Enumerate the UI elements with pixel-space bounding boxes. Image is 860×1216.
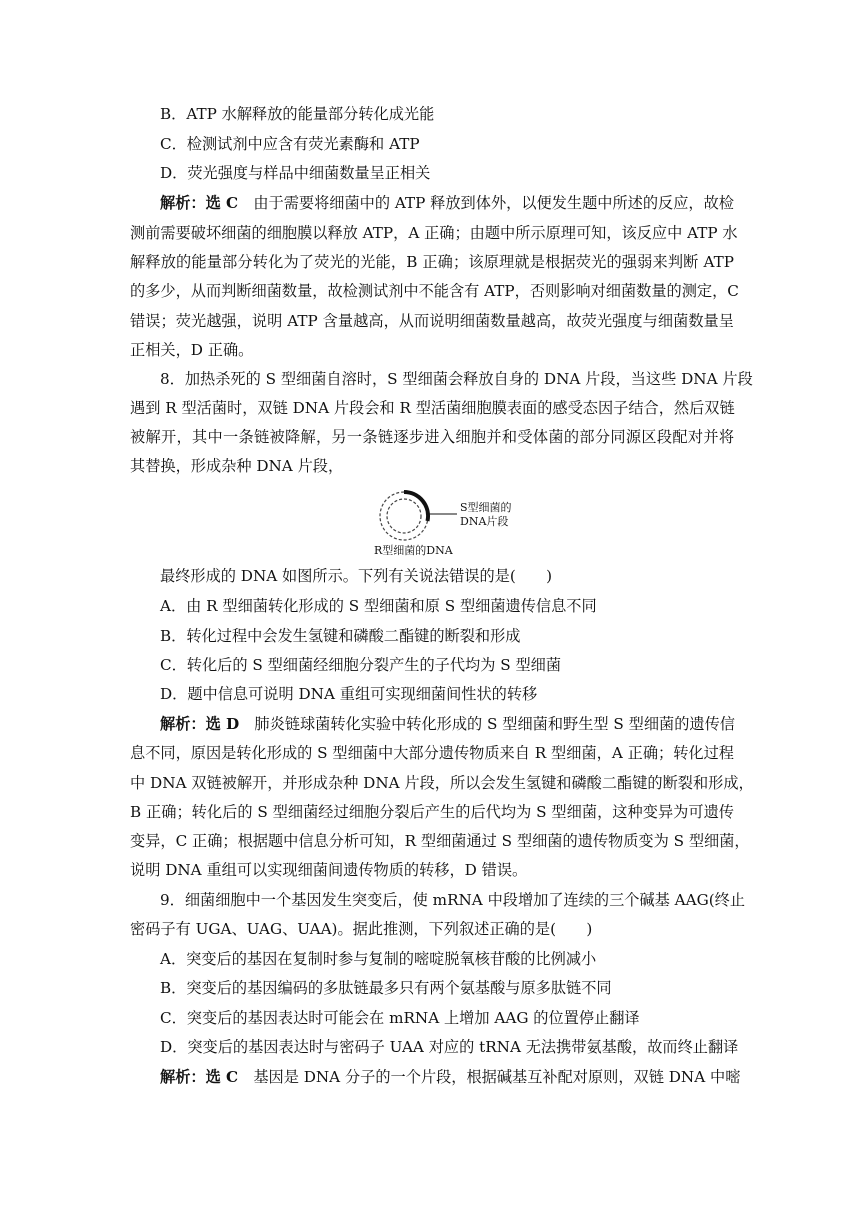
analysis-q8-line-1: 解析：选 D 肺炎链球菌转化实验中转化形成的 S 型细菌和野生型 S 型细菌的遗传信 xyxy=(160,715,735,733)
s-dna-label-line-1: S型细菌的 xyxy=(460,501,512,514)
r-dna-label: R型细菌的DNA xyxy=(374,544,453,557)
question-8-line-2: 遇到 R 型活菌时，双链 DNA 片段会和 R 型活菌细胞膜表面的感受态因子结合，然后双链 xyxy=(130,399,735,417)
analysis-q7-line-5: 错误；荧光越强，说明 ATP 含量越高，从而说明细菌数量越高，故荧光强度与细菌数量呈 xyxy=(130,312,734,330)
option-d-q7: D．荧光强度与样品中细菌数量呈正相关 xyxy=(160,164,431,182)
s-dna-label-line-2: DNA片段 xyxy=(460,515,509,528)
answer-label-q7: 解析：选 C xyxy=(160,194,254,212)
analysis-q8-line-6: 说明 DNA 重组可以实现细菌间遗传物质的转移，D 错误。 xyxy=(130,861,528,879)
option-a-q8: A．由 R 型细菌转化形成的 S 型细菌和原 S 型细菌遗传信息不同 xyxy=(160,597,597,615)
option-d-q9: D．突变后的基因表达时与密码子 UAA 对应的 tRNA 无法携带氨基酸，故而终止翻译 xyxy=(160,1038,739,1056)
option-c-q9: C．突变后的基因表达时可能会在 mRNA 上增加 AAG 的位置停止翻译 xyxy=(160,1009,640,1027)
option-b-q7: B．ATP 水解释放的能量部分转化成光能 xyxy=(160,105,435,123)
inner-dashed-strand xyxy=(387,499,421,533)
question-9-line-2: 密码子有 UGA、UAG、UAA)。据此推测，下列叙述正确的是( ) xyxy=(130,920,593,938)
analysis-q8-line-4: B 正确；转化后的 S 型细菌经过细胞分裂后产生的后代均为 S 型细菌，这种变异为可遗传 xyxy=(130,803,734,821)
answer-label-q9: 解析：选 C xyxy=(160,1068,254,1086)
analysis-q7-line-1: 解析：选 C 由于需要将细菌中的 ATP 释放到体外，以便发生题中所述的反应，故检 xyxy=(160,194,734,212)
s-dna-fragment-arc xyxy=(404,492,428,521)
analysis-q7-line-2: 测前需要破坏细菌的细胞膜以释放 ATP，A 正确；由题中所示原理可知，该反应中 ATP 水 xyxy=(130,224,738,242)
dna-ring-figure xyxy=(360,482,530,562)
option-d-q8: D．题中信息可说明 DNA 重组可实现细菌间性状的转移 xyxy=(160,685,538,703)
answer-label-q8: 解析：选 D xyxy=(160,715,255,733)
analysis-q8-line-5: 变异，C 正确；根据题中信息分析可知，R 型细菌通过 S 型细菌的遗传物质变为 S 型细菌， xyxy=(130,832,750,850)
option-a-q9: A．突变后的基因在复制时参与复制的嘧啶脱氧核苷酸的比例减小 xyxy=(160,950,597,968)
question-8-line-1: 8．加热杀死的 S 型细菌自溶时，S 型细菌会释放自身的 DNA 片段，当这些 DNA 片段 xyxy=(160,370,753,388)
question-8-stem: 最终形成的 DNA 如图所示。下列有关说法错误的是( ) xyxy=(160,567,553,585)
analysis-q9-line-1: 解析：选 C 基因是 DNA 分子的一个片段，根据碱基互补配对原则，双链 DNA 中嘧 xyxy=(160,1068,741,1086)
analysis-q8-line-3: 中 DNA 双链被解开，并形成杂种 DNA 片段，所以会发生氢键和磷酸二酯键的断裂和形成， xyxy=(130,774,754,792)
option-b-q8: B．转化过程中会发生氢键和磷酸二酯键的断裂和形成 xyxy=(160,627,521,645)
question-8-line-4: 其替换，形成杂种 DNA 片段， xyxy=(130,457,344,475)
question-8-line-3: 被解开，其中一条链被降解，另一条链逐步进入细胞并和受体菌的部分同源区段配对并将 xyxy=(130,428,734,446)
option-c-q7: C．检测试剂中应含有荧光素酶和 ATP xyxy=(160,135,420,153)
analysis-q7-line-6: 正相关，D 正确。 xyxy=(130,341,254,359)
analysis-q7-line-4: 的多少，从而判断细菌数量，故检测试剂中不能含有 ATP，否则影响对细菌数量的测定，C xyxy=(130,282,739,300)
analysis-q8-line-2: 息不同，原因是转化形成的 S 型细菌中大部分遗传物质来自 R 型细菌，A 正确；转化过程 xyxy=(130,744,734,762)
analysis-q7-line-3: 解释放的能量部分转化为了荧光的光能，B 正确；该原理就是根据荧光的强弱来判断 ATP xyxy=(130,253,734,271)
question-9-line-1: 9．细菌细胞中一个基因发生突变后，使 mRNA 中段增加了连续的三个碱基 AAG(终止 xyxy=(160,891,746,909)
option-b-q9: B．突变后的基因编码的多肽链最多只有两个氨基酸与原多肽链不同 xyxy=(160,979,612,997)
option-c-q8: C．转化后的 S 型细菌经细胞分裂产生的子代均为 S 型细菌 xyxy=(160,656,562,674)
